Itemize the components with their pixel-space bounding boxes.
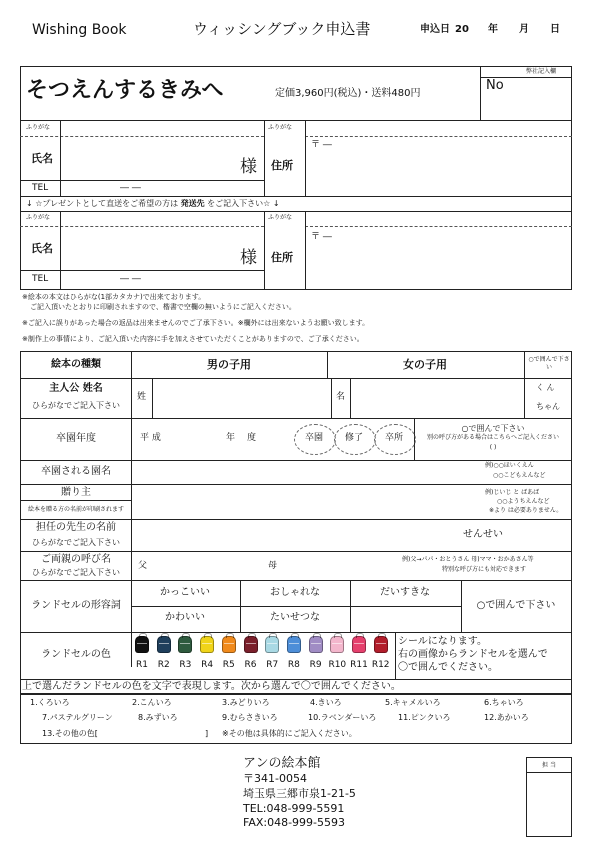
recipient-tel-field[interactable]: ― ― [120,274,141,284]
hero-kun-option[interactable]: く ん [536,383,555,392]
color-word-2[interactable]: 2.こんいろ [132,698,172,707]
randoseru-swatch-r12[interactable] [374,636,388,653]
randoseru-swatch-r8[interactable] [287,636,301,653]
grad-do: 度 [247,433,257,443]
giver-example-2: ○○ようちえんなど [497,498,550,505]
recipient-name-field[interactable] [61,227,263,269]
grad-year-field[interactable] [185,426,223,448]
company-postal: 〒341-0054 [243,772,307,785]
note-returns: ※ご記入に誤りがあった場合の返品は出来ませんのでご了承下さい。※欄外には出来ないようお願い致します。 [22,319,370,327]
adjective-taisetsu[interactable]: たいせつな [270,612,320,623]
randoseru-code-r10[interactable]: R10 [328,660,347,670]
color-note-1: シールになります。 [398,636,487,647]
color-word-6[interactable]: 6.ちゃいろ [484,698,524,707]
color-word-10[interactable]: 10.ラベンダーいろ [308,713,377,722]
orderer-sama: 様 [240,157,257,177]
randoseru-code-r8[interactable]: R8 [287,660,300,670]
orderer-name-label: 氏名 [31,152,53,165]
color-word-12[interactable]: 12.あかいろ [484,713,529,722]
mother-name-field[interactable] [280,553,395,578]
randoseru-swatch-r6[interactable] [244,636,258,653]
color-select-instruction: 上で選んだランドセルの色を文字で表現します。次から選んで〇で囲んでください。 [22,681,401,692]
grad-note-alt: 別の呼び方がある場合はこちらへご記入ください [426,434,560,441]
teacher-name-field[interactable] [132,520,462,550]
orderer-name-field[interactable] [61,137,263,179]
mother-label: 母 [268,561,278,571]
note-hiragana: ※絵本の本文はひらがな(1部カタカナ)で出来ております。 [22,293,206,301]
grad-option-sotsuen[interactable]: 卒園 [304,433,324,443]
company-fax: FAX:048-999-5593 [243,816,346,829]
teacher-name-label: 担任の先生の名前 [36,522,116,533]
orderer-address-furigana-label: ふりがな [268,124,293,131]
color-word-1[interactable]: 1.くろいろ [30,698,70,707]
color-word-11[interactable]: 11.ピンクいろ [398,713,451,722]
recipient-address-furigana-label: ふりがな [268,214,293,221]
color-word-7[interactable]: 7.パステルグリーン [42,713,113,722]
hero-given-field[interactable] [351,379,523,417]
giver-name-field[interactable] [132,485,472,518]
orderer-furigana-field[interactable] [61,121,263,135]
school-name-field[interactable] [132,461,472,483]
randoseru-swatch-r3[interactable] [178,636,192,653]
product-title: そつえんするきみへ [26,78,224,103]
product-price: 定価3,960円(税込)・送料480円 [275,88,421,99]
randoseru-code-r1[interactable]: R1 [136,660,148,670]
randoseru-code-r4[interactable]: R4 [201,660,214,670]
randoseru-adjective-label: ランドセルの形容詞 [31,600,121,611]
book-type-label: 絵本の種類 [51,359,101,370]
grad-note: ○で囲んで下さい [461,424,525,433]
date-year-suffix: 年 [488,24,498,35]
adjective-oshare[interactable]: おしゃれな [270,587,320,598]
adjective-circle-note: ○で囲んで下さい [476,600,556,611]
book-type-girl[interactable]: 女の子用 [403,358,447,371]
giver-sub: 絵本を贈る方の名前が印刷されます [27,506,125,513]
date-label: 申込日 [420,24,450,35]
randoseru-swatch-r9[interactable] [309,636,323,653]
company-name: アンの絵本館 [243,756,321,771]
parents-label: ご両親の呼び名 [41,554,111,565]
father-name-field[interactable] [150,553,265,578]
date-day-suffix: 日 [550,24,560,35]
color-note-2: 右の画像からランドセルを選んで [398,649,548,660]
book-type-circle-note: ○で囲んで下さい [528,356,570,371]
color-word-13-close: ] [205,729,209,738]
brand-name: Wishing Book [32,22,127,38]
orderer-furigana-label: ふりがな [26,124,51,131]
adjective-daisuki[interactable]: だいすきな [380,587,430,598]
gift-note-emphasis: 発送先 [180,199,205,208]
father-label: 父 [138,561,148,571]
randoseru-code-r5[interactable]: R5 [222,660,235,670]
color-word-13[interactable]: 13.その他の色[ [42,729,98,738]
color-word-8[interactable]: 8.みずいろ [138,713,178,722]
recipient-address-field[interactable]: 〒 ― [311,232,332,242]
color-word-9[interactable]: 9.むらさきいろ [222,713,278,722]
randoseru-swatch-r1[interactable] [135,636,149,653]
parents-example-2: 特別な呼び方にも対応できます [442,566,527,573]
randoseru-code-r3[interactable]: R3 [179,660,192,670]
randoseru-code-r6[interactable]: R6 [244,660,257,670]
gift-delivery-note: ↓ ☆プレゼントとして直送をご希望の方は 発送先 をご記入下さい☆ ↓ [26,199,280,208]
randoseru-swatch-r4[interactable] [200,636,214,653]
recipient-furigana-label: ふりがな [26,214,51,221]
school-example-1: 例)○○ほいくえん [485,462,534,469]
school-name-label: 卒園される園名 [41,466,111,477]
teacher-name-sub: ひらがなでご記入下さい [32,538,120,547]
hero-chan-option[interactable]: ちゃん [536,402,560,411]
school-example-2: ○○こどもえんなど [493,472,546,479]
recipient-sama: 様 [240,248,257,268]
adjective-kakkoii[interactable]: かっこいい [160,587,210,598]
hero-surname-label: 姓 [137,392,147,402]
note-printing: ご記入頂いたとおりに印刷されますので、楷書で空欄の無いようにご記入ください。 [30,303,296,311]
randoseru-swatch-r2[interactable] [157,636,171,653]
randoseru-code-r9[interactable]: R9 [309,660,322,670]
giver-label: 贈り主 [61,487,91,498]
teacher-sensei: せんせい [463,529,503,540]
orderer-tel-field[interactable]: ― ― [120,183,141,193]
randoseru-swatch-r10[interactable] [330,636,344,653]
orderer-tel-label: TEL [32,183,49,193]
recipient-tel-label: TEL [32,274,49,284]
randoseru-swatch-r11[interactable] [352,636,366,653]
recipient-name-label: 氏名 [31,242,53,255]
grad-heisei: 平 成 [140,433,161,443]
note-editing: ※制作上の事情により、ご記入頂いた内容に手を加えさせていただくことがありますので、ご了承ください。 [22,335,364,343]
giver-example-3: ※より は必要ありません。 [489,507,563,514]
parents-example-1: 例)父→パパ・おとうさん 母)ママ・おかあさん等 [402,556,534,563]
order-number-label: No [486,78,504,93]
date-month-suffix: 月 [519,24,529,35]
randoseru-swatch-r7[interactable] [265,636,279,653]
parents-sub: ひらがなでご記入下さい [32,568,120,577]
staff-stamp-label: 担 当 [542,762,556,769]
hero-name-sub: ひらがなでご記入下さい [32,401,120,410]
color-other-field[interactable] [122,727,202,740]
randoseru-color-label: ランドセルの色 [41,649,111,660]
grad-nen: 年 [226,433,236,443]
orderer-address-furigana-field[interactable] [306,121,571,135]
adjective-kawaii[interactable]: かわいい [165,612,205,623]
randoseru-code-r11[interactable]: R11 [350,660,368,670]
date-year-prefix: 20 [455,24,469,35]
grad-option-shuryo[interactable]: 修了 [344,433,364,443]
grad-alt-field[interactable]: ( ) [489,444,497,451]
office-use-label: 弊社記入欄 [526,68,557,75]
grad-option-sotsusho[interactable]: 卒所 [384,433,404,443]
recipient-address-furigana-field[interactable] [306,212,571,225]
hero-surname-field[interactable] [153,379,330,417]
orderer-address-label: 住所 [271,159,293,172]
randoseru-swatch-r5[interactable] [222,636,236,653]
grad-year-label: 卒園年度 [56,433,96,444]
giver-example-1: 例)じいじ と ばあば [485,489,540,496]
form-title: ウィッシングブック申込書 [193,20,371,38]
color-other-note: ※その他は具体的にご記入ください。 [222,729,357,738]
orderer-address-field[interactable]: 〒 ― [311,140,332,150]
randoseru-code-r2[interactable]: R2 [157,660,170,670]
hero-given-label: 名 [336,392,346,402]
color-note-3: 〇で囲んでください。 [398,662,498,673]
color-word-4[interactable]: 4.きいろ [310,698,342,707]
randoseru-code-r12[interactable]: R12 [371,660,390,670]
book-type-boy[interactable]: 男の子用 [207,358,251,371]
hero-name-label: 主人公 姓名 [49,383,103,394]
color-word-5[interactable]: 5.キャメルいろ [385,698,441,707]
recipient-address-label: 住所 [271,251,293,264]
randoseru-code-r7[interactable]: R7 [266,660,279,670]
company-tel: TEL:048-999-5591 [243,802,345,815]
recipient-furigana-field[interactable] [61,212,263,225]
color-word-3[interactable]: 3.みどりいろ [222,698,270,707]
company-address: 埼玉県三郷市泉1-21-5 [243,787,356,800]
staff-stamp-box [526,757,572,837]
